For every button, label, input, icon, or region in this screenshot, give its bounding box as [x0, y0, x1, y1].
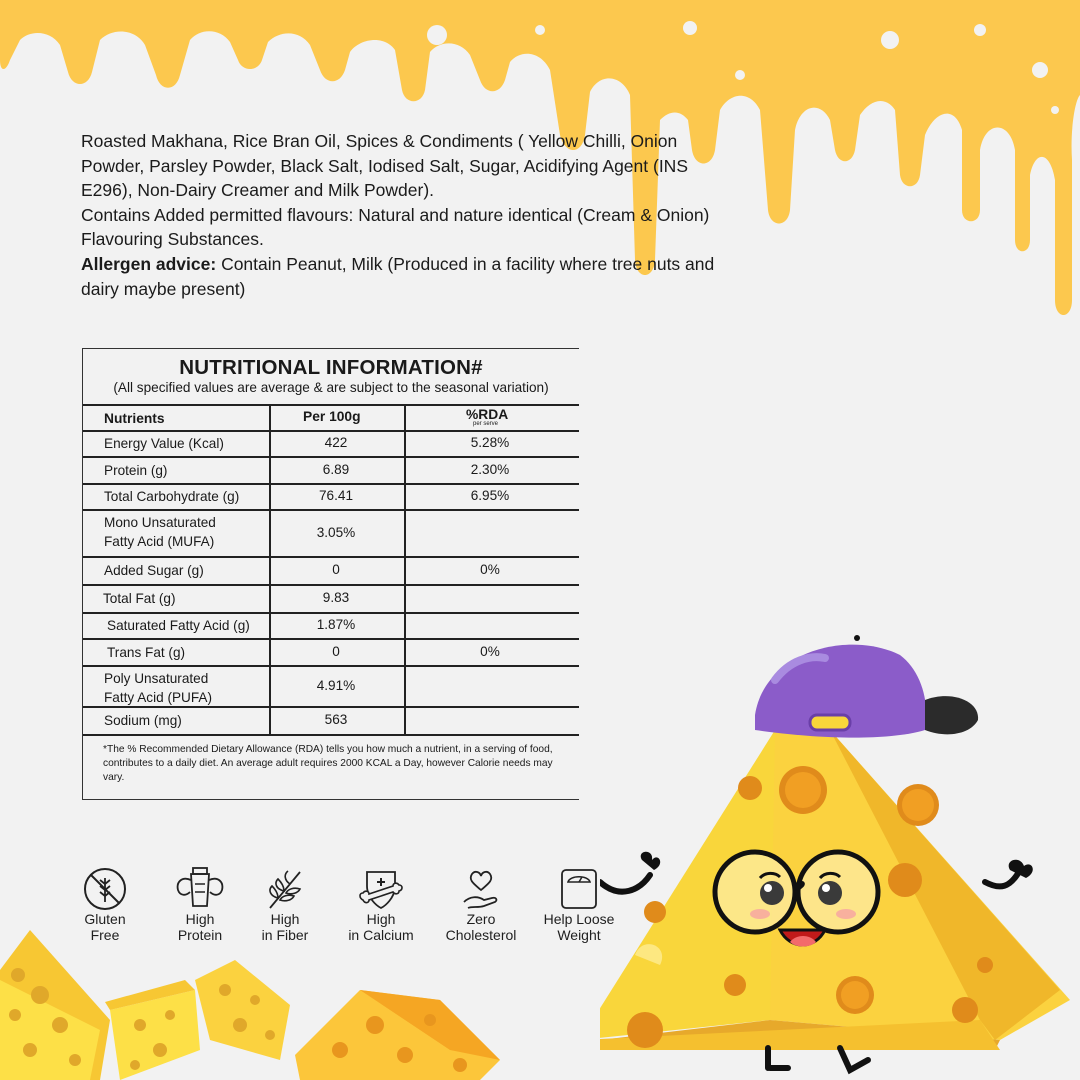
- table-rule: [83, 638, 579, 640]
- weight-scale-icon: [556, 866, 602, 912]
- flavour-statement: Contains Added permitted flavours: Natural and nature identical (Cream & Onion) Flavouring Substances.: [81, 204, 710, 250]
- high-protein-icon: [172, 866, 228, 912]
- nutrient-per-100g: 76.41: [318, 488, 354, 503]
- nutrient-per-100g: 0: [332, 643, 340, 659]
- allergen-text: Contain Peanut, Milk (Produced in a facility where tree nuts and dairy maybe present): [81, 253, 715, 299]
- table-rule: [83, 556, 579, 558]
- nutrient-rda: 0%: [480, 643, 500, 659]
- table-rule: [83, 584, 579, 586]
- feature-label-line2: in Calcium: [348, 926, 414, 943]
- header-nutrients: Nutrients: [104, 411, 165, 426]
- feature-label-line2: Protein: [177, 926, 223, 943]
- feature-label-line2: Free: [90, 926, 120, 943]
- nutrient-name-line2: Fatty Acid (PUFA): [104, 690, 213, 705]
- nutrition-subtitle: (All specified values are average & are subject to the seasonal variation): [113, 380, 549, 395]
- nutrient-name: Trans Fat (g): [107, 644, 186, 660]
- header-per-100g: Per 100g: [303, 409, 361, 424]
- feature-label-line1: High: [185, 911, 215, 927]
- table-rule: [83, 612, 579, 614]
- nutrient-name: Energy Value (Kcal): [104, 436, 224, 451]
- cheese-blocks-illustration: [0, 920, 520, 1080]
- feature-label-line2: Weight: [557, 926, 601, 943]
- nutrient-name: Saturated Fatty Acid (g): [107, 618, 250, 633]
- nutrient-name: Poly Unsaturated: [104, 671, 209, 686]
- table-rule: [83, 509, 579, 511]
- feature-label-line1: Help Loose: [543, 911, 615, 927]
- nutrient-per-100g: 3.05%: [316, 524, 356, 540]
- nutrient-per-100g: 563: [324, 712, 348, 727]
- feature-label-line1: High: [270, 911, 300, 927]
- nutrient-per-100g: 0: [332, 562, 340, 577]
- nutrient-name: Total Fat (g): [103, 591, 176, 606]
- nutrient-name: Protein (g): [104, 462, 168, 478]
- nutrition-panel: [82, 348, 579, 800]
- nutrient-name: Sodium (mg): [104, 713, 182, 728]
- header-rda: %RDA: [466, 407, 509, 422]
- nutrition-title: NUTRITIONAL INFORMATION#: [179, 356, 483, 379]
- nutrient-per-100g: 6.89: [322, 461, 350, 477]
- table-rule: [83, 665, 579, 667]
- feature-label-line2: in Fiber: [261, 926, 309, 943]
- table-rule: [83, 456, 579, 458]
- feature-label-line1: High: [366, 911, 396, 927]
- high-calcium-icon: [353, 866, 409, 912]
- nutrient-per-100g: 422: [324, 435, 348, 450]
- nutrient-rda: 0%: [480, 562, 500, 577]
- ingredients-list: Roasted Makhana, Rice Bran Oil, Spices & Condiments ( Yellow Chilli, Onion Powder, Parsley Powder, Black Salt, Iodised Salt, Sugar, Acidifying Agent (INS E296), Non-Dairy Creamer and Milk Powder).: [81, 131, 688, 201]
- nutrition-table: [83, 349, 579, 799]
- header-rda-per-serve: per serve: [473, 421, 499, 427]
- nutrient-rda: 5.28%: [470, 435, 510, 450]
- nutrient-rda: 6.95%: [470, 488, 510, 503]
- nutrient-name: Mono Unsaturated: [104, 515, 216, 530]
- feature-label-line1: Gluten: [84, 911, 126, 927]
- allergen-advice: [81, 252, 741, 301]
- high-fiber-icon: [262, 866, 308, 912]
- table-rule: [83, 430, 579, 432]
- nutrient-name: Total Carbohydrate (g): [104, 489, 240, 504]
- table-column-rule: [269, 405, 271, 735]
- nutrient-per-100g: 4.91%: [316, 677, 356, 693]
- nutrient-rda: 2.30%: [470, 461, 510, 477]
- table-rule: [83, 734, 579, 736]
- ingredients-text: [81, 129, 741, 301]
- zero-cholesterol-icon: [458, 866, 504, 912]
- cheese-mascot-illustration: [600, 620, 1070, 1080]
- nutrient-name-line2: Fatty Acid (MUFA): [104, 534, 215, 549]
- allergen-label: Allergen advice:: [81, 253, 217, 274]
- table-column-rule: [404, 405, 406, 735]
- nutrient-per-100g: 9.83: [322, 590, 350, 605]
- gluten-free-icon: [82, 866, 128, 912]
- nutrient-name: Added Sugar (g): [104, 563, 204, 578]
- feature-label-line2: Cholesterol: [445, 926, 517, 943]
- table-rule: [83, 483, 579, 485]
- rda-footnote: *The % Recommended Dietary Allowance (RDA) tells you how much a nutrient, in a serving of food, contributes to a daily diet. An average adult requires 2000 KCAL a Day, however Calorie needs may vary.: [103, 744, 553, 784]
- nutrient-per-100g: 1.87%: [316, 617, 356, 632]
- feature-label-line1: Zero: [466, 911, 496, 927]
